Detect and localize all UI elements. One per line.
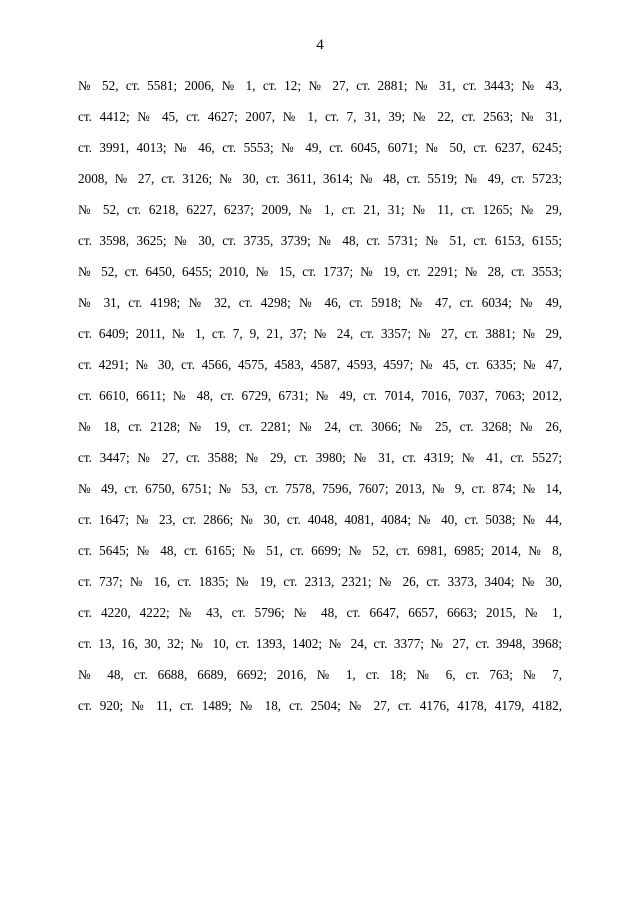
page-number: 4	[316, 37, 324, 53]
text-line: ст. 737; № 16, ст. 1835; № 19, ст. 2313, 2321; № 26, ст. 3373, 3404; № 30,	[78, 574, 562, 589]
text-line: ст. 6610, 6611; № 48, ст. 6729, 6731; № 49, ст. 7014, 7016, 7037, 7063; 2012,	[78, 388, 562, 403]
text-line: ст. 3447; № 27, ст. 3588; № 29, ст. 3980; № 31, ст. 4319; № 41, ст. 5527;	[78, 450, 562, 465]
text-line: ст. 3598, 3625; № 30, ст. 3735, 3739; № 48, ст. 5731; № 51, ст. 6153, 6155;	[78, 233, 562, 248]
text-line: ст. 920; № 11, ст. 1489; № 18, ст. 2504; № 27, ст. 4176, 4178, 4179, 4182,	[78, 698, 562, 713]
text-line: № 52, ст. 6218, 6227, 6237; 2009, № 1, ст. 21, 31; № 11, ст. 1265; № 29,	[78, 202, 562, 217]
text-line: ст. 4220, 4222; № 43, ст. 5796; № 48, ст. 6647, 6657, 6663; 2015, № 1,	[78, 605, 562, 620]
text-line: ст. 6409; 2011, № 1, ст. 7, 9, 21, 37; № 24, ст. 3357; № 27, ст. 3881; № 29,	[78, 326, 562, 341]
text-line: № 52, ст. 6450, 6455; 2010, № 15, ст. 1737; № 19, ст. 2291; № 28, ст. 3553;	[78, 264, 562, 279]
text-line: № 52, ст. 5581; 2006, № 1, ст. 12; № 27, ст. 2881; № 31, ст. 3443; № 43,	[78, 78, 562, 93]
text-line: ст. 13, 16, 30, 32; № 10, ст. 1393, 1402; № 24, ст. 3377; № 27, ст. 3948, 3968;	[78, 636, 562, 651]
text-line: ст. 4291; № 30, ст. 4566, 4575, 4583, 4587, 4593, 4597; № 45, ст. 6335; № 47,	[78, 357, 562, 372]
text-line: ст. 4412; № 45, ст. 4627; 2007, № 1, ст. 7, 31, 39; № 22, ст. 2563; № 31,	[78, 109, 562, 124]
text-line: № 48, ст. 6688, 6689, 6692; 2016, № 1, ст. 18; № 6, ст. 763; № 7,	[78, 667, 562, 682]
text-line: № 31, ст. 4198; № 32, ст. 4298; № 46, ст. 5918; № 47, ст. 6034; № 49,	[78, 295, 562, 310]
text-line: ст. 5645; № 48, ст. 6165; № 51, ст. 6699; № 52, ст. 6981, 6985; 2014, № 8,	[78, 543, 562, 558]
text-line: № 49, ст. 6750, 6751; № 53, ст. 7578, 7596, 7607; 2013, № 9, ст. 874; № 14,	[78, 481, 562, 496]
text-line: ст. 3991, 4013; № 46, ст. 5553; № 49, ст. 6045, 6071; № 50, ст. 6237, 6245;	[78, 140, 562, 155]
text-line: ст. 1647; № 23, ст. 2866; № 30, ст. 4048, 4081, 4084; № 40, ст. 5038; № 44,	[78, 512, 562, 527]
text-line: № 18, ст. 2128; № 19, ст. 2281; № 24, ст. 3066; № 25, ст. 3268; № 26,	[78, 419, 562, 434]
text-line: 2008, № 27, ст. 3126; № 30, ст. 3611, 3614; № 48, ст. 5519; № 49, ст. 5723;	[78, 171, 562, 186]
body-text	[78, 70, 562, 721]
